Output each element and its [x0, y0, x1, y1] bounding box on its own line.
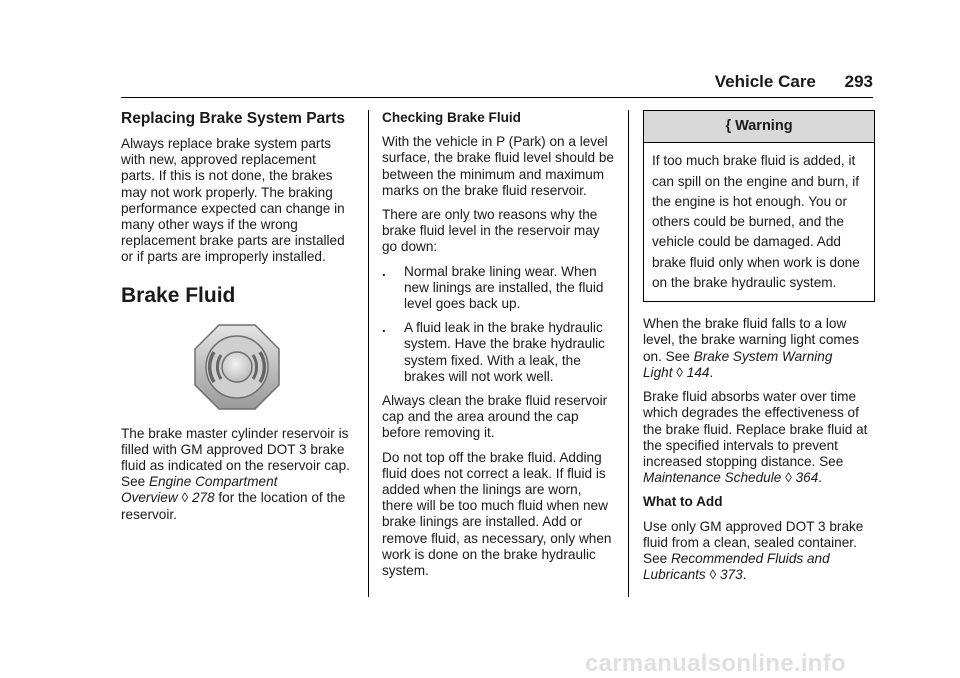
page-ref-364[interactable]: 364	[795, 470, 819, 486]
page-header	[0, 72, 873, 92]
subheading-what-to-add: What to Add	[643, 494, 723, 510]
section-heading-replacing-parts: Replacing Brake System Parts	[121, 110, 345, 127]
page-ref-144[interactable]: 144	[686, 364, 710, 380]
column-1	[121, 110, 353, 531]
page-arrow-icon: ◊	[676, 364, 683, 380]
link-brake-system-warning-light[interactable]: Brake System Warning Light	[643, 348, 833, 380]
column-divider-1	[368, 110, 369, 597]
page-arrow-icon: ◊	[785, 470, 792, 486]
warning-text: If too much brake fluid is added, it can spill on the engine and burn, if the engine is hot enough. You or others could be burned, and the vehicle could be damaged. Add brake fluid only when work is done on the brake hydraulic system.	[652, 153, 860, 290]
paragraph-checking-4: Do not top off the brake fluid. Adding fluid does not correct a leak. If fluid is added when the linings are worn, there will be too much fluid when new brake linings are installed. Add or remove fluid, as necessary, only when work is done on the brake hydraulic system.	[382, 449, 612, 579]
watermark: carmanualsonline.info	[585, 650, 847, 677]
paragraph-replacing-parts: Always replace brake system parts with new, approved replacement parts. If this is not done, the brakes may not work properly. The braking performance expected can change in many other ways if the wrong replacement brake parts are installed or if parts are improperly installed.	[121, 136, 345, 265]
column-2	[382, 110, 616, 587]
warning-box	[643, 110, 875, 302]
page-arrow-icon: ◊	[181, 490, 189, 506]
warning-header	[644, 111, 874, 143]
brake-fluid-reservoir-icon	[121, 322, 353, 412]
section-heading-brake-fluid: Brake Fluid	[121, 283, 236, 307]
bullet-item: . Normal brake lining wear. When new linings are installed, the fluid level goes back up.	[382, 263, 604, 312]
paragraph-brake-fluid: The brake master cylinder reservoir is filled with GM approved DOT 3 brake fluid as indicated on the reservoir cap. See Engine Compartment Overview ◊ 278 for the location of the reservoir.	[121, 425, 350, 522]
column-3	[643, 110, 875, 591]
paragraph-what-to-add: Use only GM approved DOT 3 brake fluid from a clean, sealed container. See Recommended Fluids and Lubricants ◊ 373.	[643, 518, 864, 583]
warning-triangle-icon: {	[725, 118, 732, 134]
header-title: Vehicle Care	[714, 72, 816, 91]
link-maintenance-schedule[interactable]: Maintenance Schedule	[643, 470, 782, 486]
paragraph-checking-1: With the vehicle in P (Park) on a level surface, the brake fluid level should be between the minimum and maximum marks on the brake fluid reservoir.	[382, 134, 614, 198]
paragraph-checking-2: There are only two reasons why the brake fluid level in the reservoir may go down:	[382, 207, 600, 255]
paragraph-warning-light: When the brake fluid falls to a low level, the brake warning light comes on. See Brake System Warning Light ◊ 144.	[643, 316, 860, 380]
link-recommended-fluids[interactable]: Recommended Fluids and Lubricants	[643, 550, 830, 583]
warning-title: Warning	[735, 118, 793, 134]
page-ref-278[interactable]: 278	[191, 490, 215, 506]
column-divider-2	[628, 110, 629, 597]
page-number: 293	[844, 72, 873, 91]
bullet-icon: .	[382, 263, 386, 279]
paragraph-checking-3: Always clean the brake fluid reservoir cap and the area around the cap before removing it.	[382, 393, 608, 441]
header-rule	[121, 97, 873, 98]
page-arrow-icon: ◊	[709, 567, 717, 583]
page-ref-373[interactable]: 373	[720, 567, 743, 583]
paragraph-absorbs-water: Brake fluid absorbs water over time which degrades the effectiveness of the brake fluid. Replace brake fluid at the specified intervals to prevent increased stopping distance. See Maintenance Schedule ◊ 364.	[643, 389, 868, 486]
subheading-checking-brake-fluid: Checking Brake Fluid	[382, 110, 521, 125]
bullet-icon: .	[382, 320, 386, 336]
bullet-item: . A fluid leak in the brake hydraulic system. Have the brake hydraulic system fixed. With a leak, the brakes will not work well.	[382, 320, 605, 384]
link-engine-compartment-overview[interactable]: Engine Compartment Overview	[121, 474, 278, 506]
